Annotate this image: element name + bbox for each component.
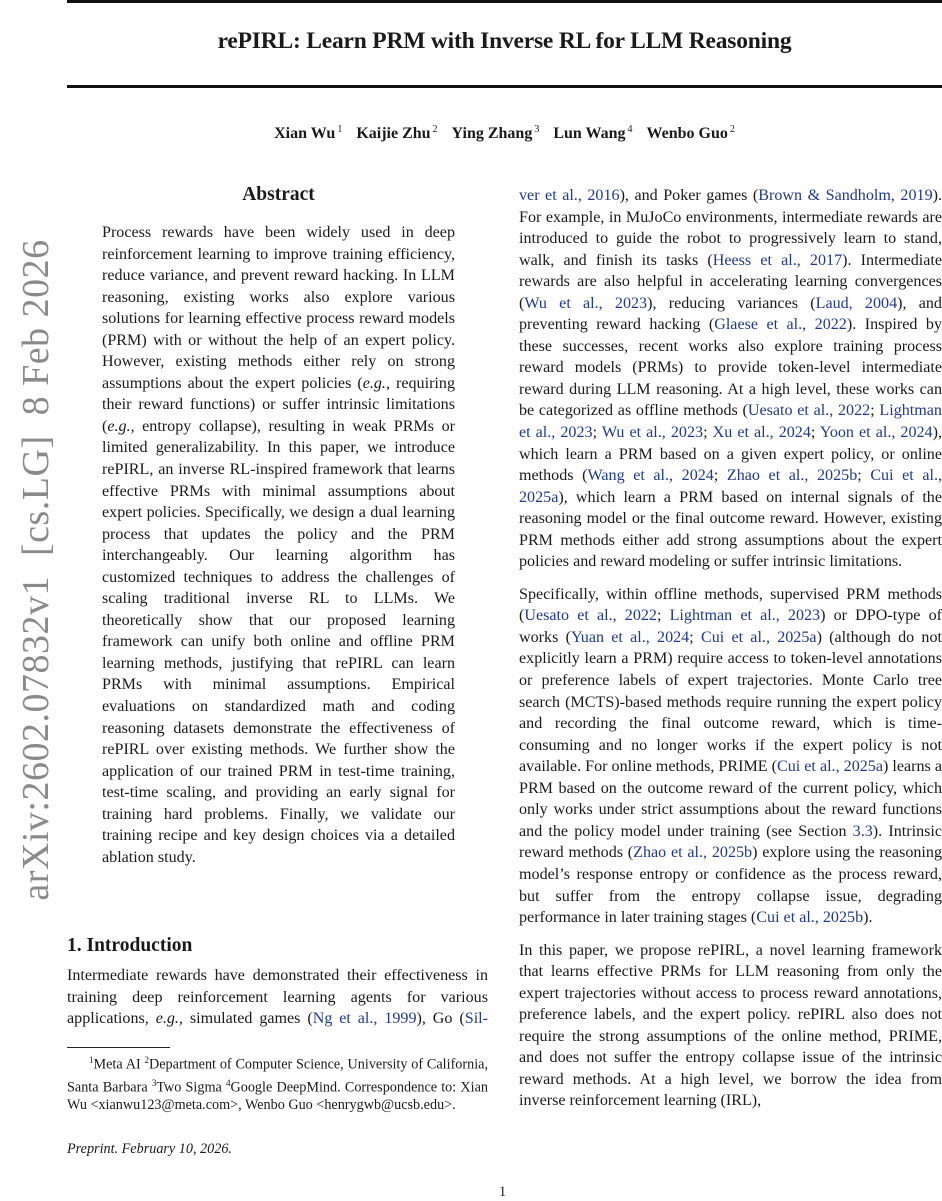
- citation-link[interactable]: Yoon et al., 2024: [819, 424, 933, 442]
- citation-link[interactable]: Wu et al., 2023: [524, 294, 648, 312]
- preprint-date: Preprint. February 10, 2026.: [67, 1141, 232, 1157]
- intro-paragraph-1: ver et al., 2016), and Poker games (Brown & Sandholm, 2019). For example, in MuJoCo environments, intermediate rewards are introduced to guide the robot to progressively learn to stand, walk, and finish its tasks (Heess et al., 2017). Intermediate rewards are also helpful in accelerating learning convergences (Wu et al., 2023), reducing variances (Laud, 2004), and preventing reward hacking (Glaese et al., 2022). Inspired by these successes, recent works also explore training process reward models (PRMs) to provide token-level intermediate reward during LLM reasoning. At a high level, these works can be categorized as offline methods (Uesato et al., 2022; Lightman et al., 2023; Wu et al., 2023; Xu et al., 2024; Yoon et al., 2024), which learn a PRM based on a given expert policy, or online methods (Wang et al., 2024; Zhao et al., 2025b; Cui et al., 2025a), which learn a PRM based on internal signals of the reasoning model or the final outcome reward. However, existing PRM methods either add strong assumptions about the expert policies and reward modeling or suffer intrinsic limitations.: [519, 187, 942, 571]
- citation-link[interactable]: Cui et al., 2025a: [777, 758, 883, 776]
- citation-link[interactable]: Cui et al., 2025a: [700, 628, 817, 646]
- intro-paragraph-3: In this paper, we propose rePIRL, a novel learning framework that learns effective PRMs for LLM reasoning from only the expert trajectories without access to process reward annotations, preference labels, and the expert policy. rePIRL also does not require the strong assumptions of the online method, PRIME, and does not suffer the entropy collapse issue of the intrinsic reward methods. At a high level, we borrow the idea from inverse reinforcement learning (IRL),: [519, 941, 942, 1110]
- introduction-right-column: [519, 185, 942, 1112]
- citation-link[interactable]: Lightman et al., 2023: [669, 607, 821, 625]
- footnote-rule: [67, 1047, 170, 1048]
- title-rule: [67, 85, 942, 88]
- author: Kaijie Zhu $^2$: [356, 124, 438, 143]
- citation-link[interactable]: Ng et al., 1999: [312, 1010, 417, 1028]
- citation-link[interactable]: Uesato et al., 2022: [747, 402, 871, 420]
- author: Xian Wu $^1$: [274, 124, 343, 143]
- citation-link[interactable]: Cui et al., 2025a: [519, 467, 942, 506]
- abstract-body: Process rewards have been widely used in deep reinforcement learning to improve training efficiency, reduce variance, and prevent reward hacking. In LLM reasoning, existing works also explore various solutions for learning effective process reward models (PRM) with or without the help of an expert policy. However, existing methods either rely on strong assumptions about the expert policies (e.g., requiring their reward functions) or suffer intrinsic limitations (e.g., entropy collapse), resulting in weak PRMs or limited generalizability. In this paper, we introduce rePIRL, an inverse RL-inspired framework that learns effective PRMs with minimal assumptions about expert policies. Specifically, we design a dual learning process that updates the policy and the PRM interchangeably. Our learning algorithm has customized techniques to address the challenges of scaling traditional inverse RL to LLMs. We theoretically show that our proposed learning framework can unify both online and offline PRM learning methods, justifying that rePIRL can learn PRMs with minimal assumptions. Empirical evaluations on standardized math and coding reasoning datasets demonstrate the effectiveness of rePIRL over existing methods. We further show the application of our trained PRM in test-time training, test-time scaling, and providing an early signal for training hard problems. Finally, we validate our training recipe and key design choices via a detailed ablation study.: [102, 224, 455, 866]
- citation-link[interactable]: Lightman et al., 2023: [519, 402, 942, 442]
- page-number: 1: [498, 1184, 507, 1200]
- author: Wenbo Guo $^2$: [646, 124, 735, 143]
- citation-link[interactable]: Wu et al., 2023: [601, 424, 704, 442]
- introduction-left-text: Intermediate rewards have demonstrated their effectiveness in training deep reinforcement learning agents for various applications, e.g., simulated games (Ng et al., 1999), Go (Sil-: [67, 967, 489, 1028]
- citation-link[interactable]: Uesato et al., 2022: [524, 607, 657, 625]
- top-rule: [67, 0, 942, 3]
- citation-link[interactable]: Xu et al., 2024: [712, 424, 811, 442]
- section-heading-introduction: 1. Introduction: [67, 935, 193, 956]
- author: Ying Zhang $^3$: [451, 124, 540, 143]
- paper-title: rePIRL: Learn PRM with Inverse RL for LLM Reasoning: [217, 28, 792, 54]
- citation-link[interactable]: Yuan et al., 2024: [570, 628, 690, 646]
- arxiv-identifier-stamp: arXiv:2602.07832v1 [cs.LG] 8 Feb 2026: [15, 239, 57, 901]
- citation-link[interactable]: Zhao et al., 2025b: [633, 844, 753, 862]
- citation-link[interactable]: Laud, 2004: [815, 294, 898, 312]
- author-list: [67, 124, 942, 143]
- citation-link[interactable]: Sil-: [464, 1010, 489, 1028]
- citation-link[interactable]: ver et al., 2016: [519, 187, 620, 204]
- citation-link[interactable]: 3.3: [852, 822, 873, 840]
- citation-link[interactable]: Cui et al., 2025b: [756, 909, 864, 927]
- citation-link[interactable]: Glaese et al., 2022: [714, 316, 847, 334]
- citation-link[interactable]: Brown & Sandholm, 2019: [758, 187, 933, 204]
- citation-link[interactable]: Wang et al., 2024: [587, 467, 714, 485]
- affiliation-footnote: $^1$Meta AI $^2$Department of Computer Science, University of California, Santa Barbara $^3$Two Sigma $^4$Google DeepMind. Correspondence to: Xian Wu <xianwu123@meta.com>, Wenbo Guo <henrygwb@ucsb.edu>.: [67, 1055, 488, 1114]
- citation-link[interactable]: Zhao et al., 2025b: [726, 467, 858, 485]
- author: Lun Wang $^4$: [553, 124, 633, 143]
- citation-link[interactable]: Heess et al., 2017: [712, 251, 843, 269]
- intro-paragraph-2: Specifically, within offline methods, supervised PRM methods (Uesato et al., 2022; Lightman et al., 2023) or DPO-type of works (Yuan et al., 2024; Cui et al., 2025a) (although do not explicitly learn a PRM) require access to token-level annotations or preference labels of expert trajectories. Monte Carlo tree search (MCTS)-based methods require running the expert policy and recording the final outcome reward, which is time-consuming and no longer works if the expert policy is not available. For online methods, PRIME (Cui et al., 2025a) learns a PRM based on the outcome reward of the current policy, which only works under strict assumptions about the reward functions and the policy model under training (see Section 3.3). Intrinsic reward methods (Zhao et al., 2025b) explore using the reasoning model’s response entropy or confidence as the process reward, but suffer from the entropy collapse issue, degrading performance in later training stages (Cui et al., 2025b).: [519, 585, 942, 927]
- abstract-heading: Abstract: [242, 184, 315, 205]
